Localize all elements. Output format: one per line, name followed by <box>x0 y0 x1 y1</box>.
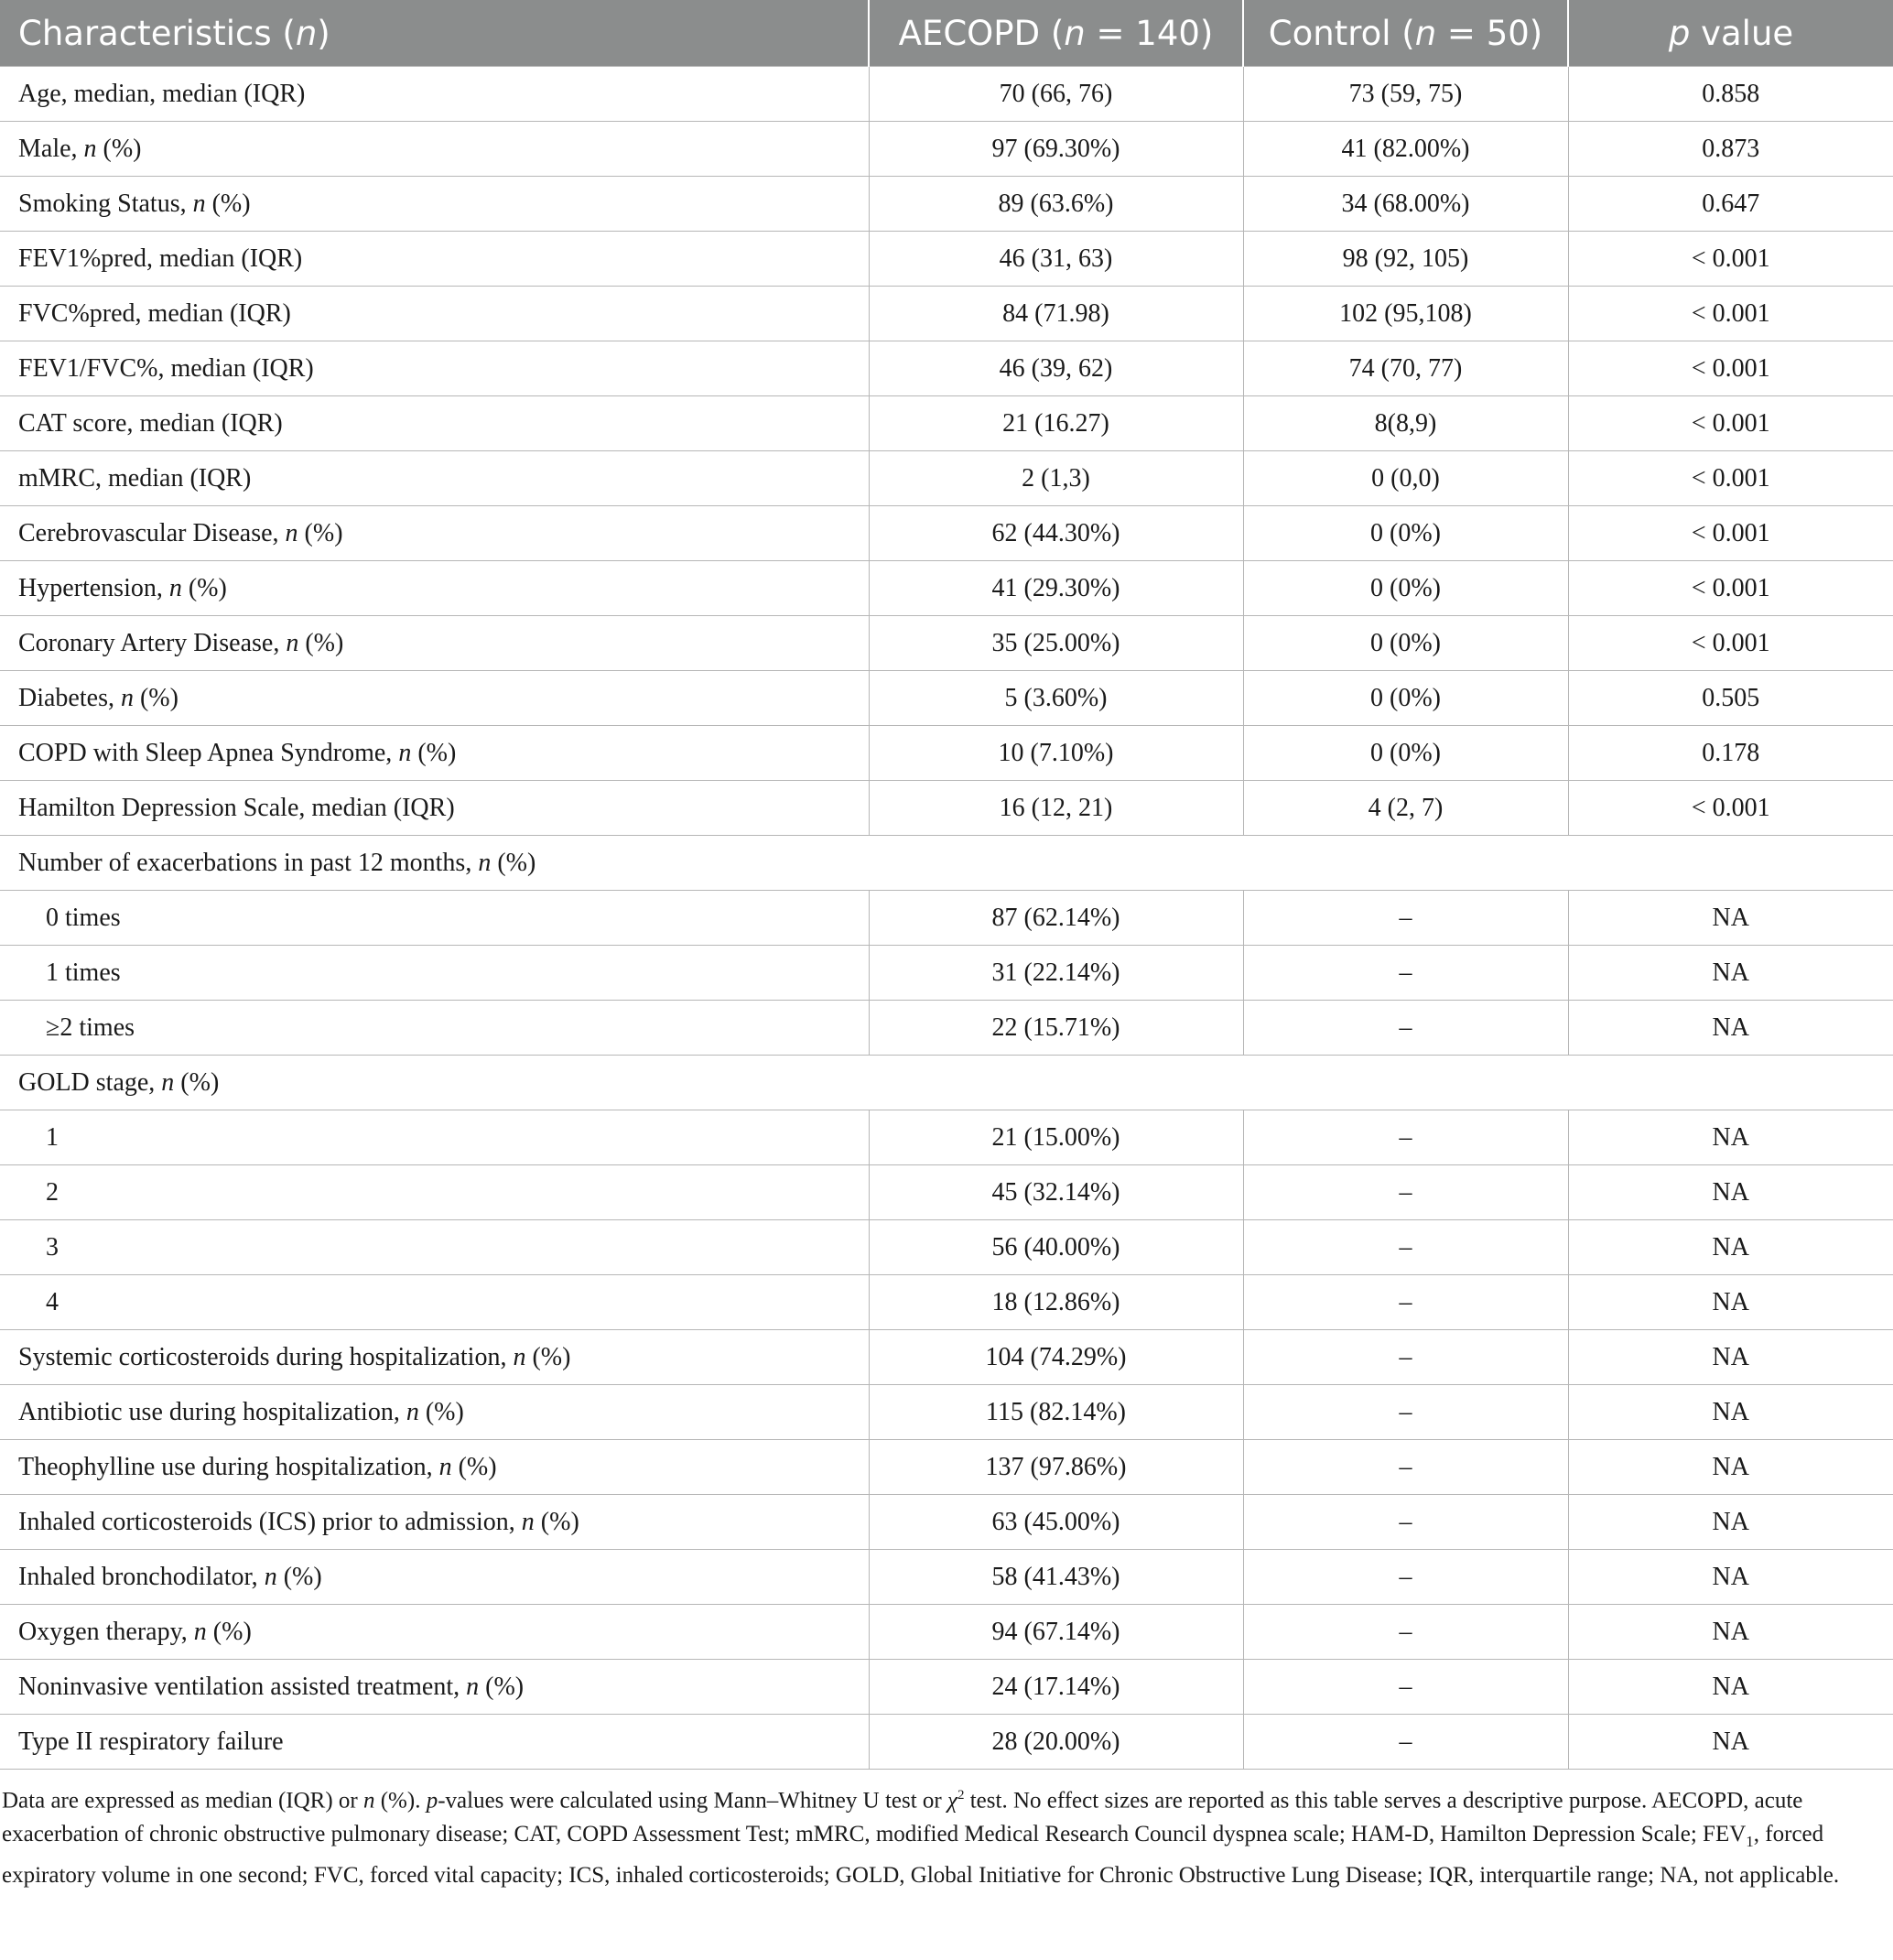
aecopd-cell: 18 (12.86%) <box>869 1275 1243 1330</box>
p-value-cell: < 0.001 <box>1568 561 1893 616</box>
aecopd-cell: 31 (22.14%) <box>869 946 1243 1001</box>
control-cell: 0 (0%) <box>1243 616 1568 671</box>
row-label: FEV1%pred, median (IQR) <box>0 232 869 287</box>
row-label: Male, n (%) <box>0 122 869 177</box>
row-label: 4 <box>0 1275 869 1330</box>
table-row <box>0 506 1893 561</box>
row-label: Cerebrovascular Disease, n (%) <box>0 506 869 561</box>
aecopd-cell: 137 (97.86%) <box>869 1440 1243 1495</box>
row-label: Inhaled bronchodilator, n (%) <box>0 1550 869 1605</box>
control-cell: 8(8,9) <box>1243 396 1568 451</box>
aecopd-cell: 5 (3.60%) <box>869 671 1243 726</box>
table-row <box>0 341 1893 396</box>
p-value-cell: 0.858 <box>1568 67 1893 122</box>
control-cell: – <box>1243 1385 1568 1440</box>
table-row <box>0 1385 1893 1440</box>
table-row <box>0 1715 1893 1770</box>
aecopd-cell: 115 (82.14%) <box>869 1385 1243 1440</box>
control-cell: – <box>1243 891 1568 946</box>
row-label: Antibiotic use during hospitalization, n (%) <box>0 1385 869 1440</box>
aecopd-cell: 41 (29.30%) <box>869 561 1243 616</box>
control-cell: – <box>1243 1220 1568 1275</box>
control-cell: 0 (0%) <box>1243 561 1568 616</box>
control-cell: 0 (0,0) <box>1243 451 1568 506</box>
aecopd-cell: 46 (31, 63) <box>869 232 1243 287</box>
table-row <box>0 1495 1893 1550</box>
header-characteristics: Characteristics (n) <box>0 0 869 67</box>
control-cell: – <box>1243 1165 1568 1220</box>
row-label: Inhaled corticosteroids (ICS) prior to admission, n (%) <box>0 1495 869 1550</box>
table-body <box>0 67 1893 1770</box>
control-cell: – <box>1243 1001 1568 1056</box>
sub-row <box>0 946 1893 1001</box>
table-row <box>0 616 1893 671</box>
aecopd-cell: 21 (15.00%) <box>869 1110 1243 1165</box>
control-cell: – <box>1243 1440 1568 1495</box>
sub-row <box>0 1110 1893 1165</box>
row-label: GOLD stage, n (%) <box>0 1056 1893 1110</box>
aecopd-cell: 94 (67.14%) <box>869 1605 1243 1660</box>
row-label: Diabetes, n (%) <box>0 671 869 726</box>
row-label: 3 <box>0 1220 869 1275</box>
sub-row <box>0 1165 1893 1220</box>
row-label: 2 <box>0 1165 869 1220</box>
control-cell: 73 (59, 75) <box>1243 67 1568 122</box>
aecopd-cell: 10 (7.10%) <box>869 726 1243 781</box>
control-cell: 4 (2, 7) <box>1243 781 1568 836</box>
row-label: Oxygen therapy, n (%) <box>0 1605 869 1660</box>
row-label: FVC%pred, median (IQR) <box>0 287 869 341</box>
p-value-cell: 0.178 <box>1568 726 1893 781</box>
control-cell: 34 (68.00%) <box>1243 177 1568 232</box>
row-label: ≥2 times <box>0 1001 869 1056</box>
p-value-cell: < 0.001 <box>1568 506 1893 561</box>
control-cell: 0 (0%) <box>1243 726 1568 781</box>
table-row <box>0 122 1893 177</box>
row-label: Systemic corticosteroids during hospitalization, n (%) <box>0 1330 869 1385</box>
p-value-cell: NA <box>1568 891 1893 946</box>
table-row <box>0 451 1893 506</box>
p-value-cell: NA <box>1568 1220 1893 1275</box>
control-cell: – <box>1243 1605 1568 1660</box>
control-cell: 74 (70, 77) <box>1243 341 1568 396</box>
table-row <box>0 671 1893 726</box>
control-cell: 0 (0%) <box>1243 506 1568 561</box>
table-row <box>0 287 1893 341</box>
row-label: FEV1/FVC%, median (IQR) <box>0 341 869 396</box>
p-value-cell: < 0.001 <box>1568 341 1893 396</box>
control-cell: – <box>1243 1495 1568 1550</box>
p-value-cell: NA <box>1568 1660 1893 1715</box>
row-label: Theophylline use during hospitalization, n (%) <box>0 1440 869 1495</box>
row-label: Type II respiratory failure <box>0 1715 869 1770</box>
row-label: Smoking Status, n (%) <box>0 177 869 232</box>
control-cell: – <box>1243 1275 1568 1330</box>
p-value-cell: NA <box>1568 1001 1893 1056</box>
p-value-cell: < 0.001 <box>1568 781 1893 836</box>
table-row <box>0 1660 1893 1715</box>
table-row <box>0 1550 1893 1605</box>
table-row <box>0 1330 1893 1385</box>
aecopd-cell: 87 (62.14%) <box>869 891 1243 946</box>
table-row <box>0 232 1893 287</box>
p-value-cell: NA <box>1568 1165 1893 1220</box>
control-cell: – <box>1243 1110 1568 1165</box>
row-label: Coronary Artery Disease, n (%) <box>0 616 869 671</box>
aecopd-cell: 22 (15.71%) <box>869 1001 1243 1056</box>
table-row <box>0 396 1893 451</box>
p-value-cell: NA <box>1568 1440 1893 1495</box>
p-value-cell: < 0.001 <box>1568 616 1893 671</box>
row-label: mMRC, median (IQR) <box>0 451 869 506</box>
aecopd-cell: 63 (45.00%) <box>869 1495 1243 1550</box>
control-cell: 102 (95,108) <box>1243 287 1568 341</box>
table-row <box>0 781 1893 836</box>
header-row <box>0 0 1893 67</box>
sub-row <box>0 1220 1893 1275</box>
p-value-cell: 0.505 <box>1568 671 1893 726</box>
row-label: 0 times <box>0 891 869 946</box>
table-row <box>0 561 1893 616</box>
aecopd-cell: 104 (74.29%) <box>869 1330 1243 1385</box>
row-label: Hamilton Depression Scale, median (IQR) <box>0 781 869 836</box>
aecopd-cell: 28 (20.00%) <box>869 1715 1243 1770</box>
control-cell: – <box>1243 1715 1568 1770</box>
sub-row <box>0 891 1893 946</box>
control-cell: 41 (82.00%) <box>1243 122 1568 177</box>
p-value-cell: < 0.001 <box>1568 396 1893 451</box>
table-header <box>0 0 1893 67</box>
aecopd-cell: 70 (66, 76) <box>869 67 1243 122</box>
control-cell: – <box>1243 946 1568 1001</box>
header-aecopd: AECOPD (n = 140) <box>869 0 1243 67</box>
aecopd-cell: 89 (63.6%) <box>869 177 1243 232</box>
control-cell: 98 (92, 105) <box>1243 232 1568 287</box>
aecopd-cell: 46 (39, 62) <box>869 341 1243 396</box>
row-label: Hypertension, n (%) <box>0 561 869 616</box>
p-value-cell: NA <box>1568 1715 1893 1770</box>
p-value-cell: < 0.001 <box>1568 232 1893 287</box>
p-value-cell: NA <box>1568 1605 1893 1660</box>
p-value-cell: NA <box>1568 1330 1893 1385</box>
aecopd-cell: 84 (71.98) <box>869 287 1243 341</box>
p-value-cell: NA <box>1568 1495 1893 1550</box>
aecopd-cell: 21 (16.27) <box>869 396 1243 451</box>
control-cell: – <box>1243 1550 1568 1605</box>
p-value-cell: 0.647 <box>1568 177 1893 232</box>
p-value-cell: 0.873 <box>1568 122 1893 177</box>
aecopd-cell: 2 (1,3) <box>869 451 1243 506</box>
aecopd-cell: 58 (41.43%) <box>869 1550 1243 1605</box>
group-header-row <box>0 836 1893 891</box>
row-label: 1 <box>0 1110 869 1165</box>
table-row <box>0 726 1893 781</box>
aecopd-cell: 56 (40.00%) <box>869 1220 1243 1275</box>
table-row <box>0 1605 1893 1660</box>
row-label: COPD with Sleep Apnea Syndrome, n (%) <box>0 726 869 781</box>
aecopd-cell: 62 (44.30%) <box>869 506 1243 561</box>
group-header-row <box>0 1056 1893 1110</box>
sub-row <box>0 1001 1893 1056</box>
header-control: Control (n = 50) <box>1243 0 1568 67</box>
row-label: Age, median, median (IQR) <box>0 67 869 122</box>
row-label: CAT score, median (IQR) <box>0 396 869 451</box>
aecopd-cell: 24 (17.14%) <box>869 1660 1243 1715</box>
aecopd-cell: 45 (32.14%) <box>869 1165 1243 1220</box>
header-p-value: p value <box>1568 0 1893 67</box>
p-value-cell: NA <box>1568 946 1893 1001</box>
row-label: 1 times <box>0 946 869 1001</box>
table-row <box>0 1440 1893 1495</box>
table-row <box>0 67 1893 122</box>
p-value-cell: < 0.001 <box>1568 287 1893 341</box>
control-cell: – <box>1243 1660 1568 1715</box>
p-value-cell: < 0.001 <box>1568 451 1893 506</box>
table-row <box>0 177 1893 232</box>
aecopd-cell: 97 (69.30%) <box>869 122 1243 177</box>
control-cell: – <box>1243 1330 1568 1385</box>
sub-row <box>0 1275 1893 1330</box>
table-footnote: Data are expressed as median (IQR) or n (%). p-values were calculated using Mann–Whitney U test or $\chi^2$ test. No effect sizes are reported as this table serves a descriptive purpose. AECOPD, acute exacerbation of chronic obstructive pulmonary disease; CAT, COPD Assessment Test; mMRC, modified Medical Research Council dyspnea scale; HAM-D, Hamilton Depression Scale; $FEV_1$, forced expiratory volume in one second; FVC, forced vital capacity; ICS, inhaled corticosteroids; GOLD, Global Initiative for Chronic Obstructive Lung Disease; IQR, interquartile range; NA, not applicable. <box>2 1788 1840 1889</box>
aecopd-cell: 16 (12, 21) <box>869 781 1243 836</box>
row-label: Noninvasive ventilation assisted treatment, n (%) <box>0 1660 869 1715</box>
p-value-cell: NA <box>1568 1550 1893 1605</box>
p-value-cell: NA <box>1568 1275 1893 1330</box>
p-value-cell: NA <box>1568 1110 1893 1165</box>
control-cell: 0 (0%) <box>1243 671 1568 726</box>
aecopd-cell: 35 (25.00%) <box>869 616 1243 671</box>
p-value-cell: NA <box>1568 1385 1893 1440</box>
row-label: Number of exacerbations in past 12 months, n (%) <box>0 836 1893 891</box>
